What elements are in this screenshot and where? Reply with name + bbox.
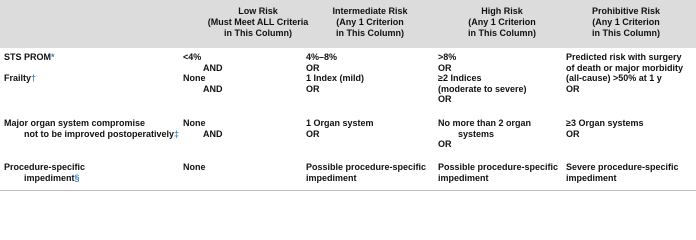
footnote-mark-link[interactable]: ‡: [174, 128, 180, 139]
row-label-organ-compromise: Major organ system compromise not to be improved postoperatively‡: [4, 118, 180, 139]
cell-procedure-prohibitive: Severe procedure-specific impediment: [566, 162, 679, 183]
cell-frailty-intermediate: 1 Index (mild) OR: [306, 73, 365, 94]
cell-sts-low: <4% AND: [183, 52, 223, 73]
row-label-procedure-impediment: Procedure-specific impediment§: [4, 162, 86, 183]
footnote-mark-link[interactable]: †: [31, 73, 37, 83]
footnote-mark-link[interactable]: §: [74, 172, 80, 183]
cell-procedure-intermediate: Possible procedure-specific impediment: [306, 162, 427, 183]
cell-organ-prohibitive: ≥3 Organ systems OR: [566, 118, 644, 139]
header-high-risk: High Risk (Any 1 Criterion in This Column): [468, 6, 536, 38]
row-label-sts-prom: STS PROM*: [4, 52, 55, 62]
cell-frailty-low: None AND: [183, 73, 223, 94]
cell-procedure-low: None: [183, 162, 206, 172]
header-low-risk: Low Risk (Must Meet ALL Criteria in This Column): [207, 6, 309, 38]
cell-organ-intermediate: 1 Organ system OR: [306, 118, 374, 139]
cell-sts-intermediate: 4%–8% OR: [306, 52, 338, 73]
cell-organ-high: No more than 2 organ systems OR: [438, 118, 532, 149]
cell-sts-prohibitive: Predicted risk with surgery of death or major morbidity (all-cause) >50% at 1 y OR: [566, 52, 684, 94]
cell-procedure-high: Possible procedure-specific impediment: [438, 162, 559, 183]
row-label-frailty: Frailty†: [4, 73, 37, 83]
cell-sts-high: >8% OR: [438, 52, 457, 73]
cell-frailty-high: ≥2 Indices (moderate to severe) OR: [438, 73, 527, 104]
cell-organ-low: None AND: [183, 118, 223, 139]
bottom-rule: [0, 190, 696, 191]
footnote-mark-link[interactable]: *: [51, 52, 55, 62]
header-intermediate-risk: Intermediate Risk (Any 1 Criterion in This Column): [332, 6, 408, 38]
table-header: [0, 0, 696, 48]
header-prohibitive-risk: Prohibitive Risk (Any 1 Criterion in This Column): [591, 6, 661, 38]
